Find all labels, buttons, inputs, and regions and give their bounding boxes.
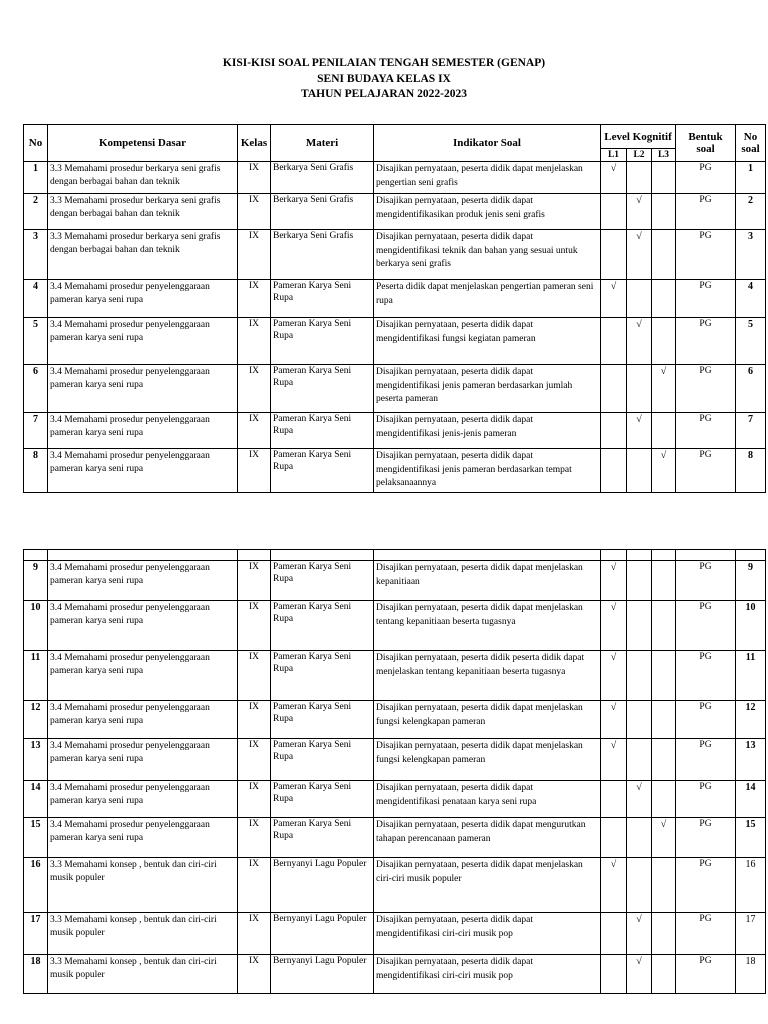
cell-level-2 [627, 601, 652, 651]
kisi-kisi-table-page-2 [23, 549, 766, 994]
table-row [24, 318, 766, 365]
kisi-kisi-table-page-1 [23, 124, 766, 493]
cell-indikator: Peserta didik dapat menjelaskan pengertian pameran seni rupa [374, 280, 601, 318]
header-nosoal: No soal [736, 125, 766, 162]
cell-no: 2 [24, 194, 48, 230]
cell-bentuk: PG [676, 913, 736, 955]
cell-kelas: IX [238, 858, 271, 913]
table-row [24, 781, 766, 818]
cell-kompetensi: 3.4 Memahami prosedur penyelenggaraan pameran karya seni rupa [48, 365, 238, 413]
cell-materi: Pameran Karya Seni Rupa [271, 739, 374, 781]
cell-bentuk: PG [676, 701, 736, 739]
cell-no: 13 [24, 739, 48, 781]
cell-level-3 [652, 318, 676, 365]
header-bentuk: Bentuk soal [676, 125, 736, 162]
cell-materi: Pameran Karya Seni Rupa [271, 781, 374, 818]
cell-level-3 [652, 561, 676, 601]
cell-level-1 [601, 365, 627, 413]
cell-indikator: Disajikan pernyataan, peserta didik dapat mengidentifikasi penataan karya seni rupa [374, 781, 601, 818]
cell-indikator: Disajikan pernyataan, peserta didik dapat mengidentifikasi jenis pameran berdasarkan jumlah peserta pameran [374, 365, 601, 413]
cell-kelas: IX [238, 194, 271, 230]
table-row [24, 955, 766, 994]
cell-level-3 [652, 651, 676, 701]
table-row [24, 449, 766, 493]
cell-level-3 [652, 858, 676, 913]
cell-level-2 [627, 162, 652, 194]
cell-level-2: √ [627, 955, 652, 994]
cell-kelas: IX [238, 280, 271, 318]
cell-kompetensi: 3.3 Memahami konsep , bentuk dan ciri-ciri musik populer [48, 858, 238, 913]
cell-bentuk: PG [676, 818, 736, 858]
cell-nosoal: 1 [736, 162, 766, 194]
cell-level-1: √ [601, 858, 627, 913]
cell-kompetensi: 3.3 Memahami prosedur berkarya seni grafis dengan berbagai bahan dan teknik [48, 230, 238, 280]
cell-indikator: Disajikan pernyataan, peserta didik dapat menjelaskan tentang kepanitiaan beserta tugasnya [374, 601, 601, 651]
cell-nosoal: 15 [736, 818, 766, 858]
cell-materi: Pameran Karya Seni Rupa [271, 601, 374, 651]
cell-materi: Pameran Karya Seni Rupa [271, 318, 374, 365]
cell-kelas: IX [238, 651, 271, 701]
table-row [24, 561, 766, 601]
cell-level-1 [601, 194, 627, 230]
cell-kompetensi: 3.3 Memahami konsep , bentuk dan ciri-ciri musik populer [48, 913, 238, 955]
cell-bentuk: PG [676, 318, 736, 365]
cell-indikator: Disajikan pernyataan, peserta didik dapat menjelaskan fungsi kelengkapan pameran [374, 739, 601, 781]
cell-bentuk: PG [676, 858, 736, 913]
cell-kompetensi: 3.3 Memahami prosedur berkarya seni grafis dengan berbagai bahan dan teknik [48, 194, 238, 230]
cell-no: 12 [24, 701, 48, 739]
cell-indikator: Disajikan pernyataan, peserta didik dapat menjelaskan kepanitiaan [374, 561, 601, 601]
table-row [24, 365, 766, 413]
table-row [24, 818, 766, 858]
cell-level-3: √ [652, 365, 676, 413]
cell-indikator: Disajikan pernyataan, peserta didik dapat mengidentifikasi jenis-jenis pameran [374, 413, 601, 449]
cell-kompetensi: 3.4 Memahami prosedur penyelenggaraan pameran karya seni rupa [48, 781, 238, 818]
cell-level-1: √ [601, 280, 627, 318]
cell-materi: Pameran Karya Seni Rupa [271, 561, 374, 601]
cell-kompetensi: 3.4 Memahami prosedur penyelenggaraan pameran karya seni rupa [48, 561, 238, 601]
cell-kompetensi: 3.3 Memahami konsep , bentuk dan ciri-ciri musik populer [48, 955, 238, 994]
cell-level-1 [601, 913, 627, 955]
cell-nosoal: 13 [736, 739, 766, 781]
cell-nosoal: 2 [736, 194, 766, 230]
cell-kelas: IX [238, 701, 271, 739]
header-l2: L2 [627, 149, 652, 162]
cell-kompetensi: 3.4 Memahami prosedur penyelenggaraan pameran karya seni rupa [48, 739, 238, 781]
cell-level-2: √ [627, 194, 652, 230]
cell-kompetensi: 3.4 Memahami prosedur penyelenggaraan pameran karya seni rupa [48, 449, 238, 493]
table-row [24, 601, 766, 651]
cell-bentuk: PG [676, 194, 736, 230]
table-row [24, 913, 766, 955]
header-kelas: Kelas [238, 125, 271, 162]
header-no: No [24, 125, 48, 162]
cell-kompetensi: 3.4 Memahami prosedur penyelenggaraan pameran karya seni rupa [48, 651, 238, 701]
header-l3: L3 [652, 149, 676, 162]
table-row [24, 858, 766, 913]
cell-nosoal: 16 [736, 858, 766, 913]
cell-kompetensi: 3.4 Memahami prosedur penyelenggaraan pameran karya seni rupa [48, 318, 238, 365]
cell-bentuk: PG [676, 449, 736, 493]
cell-no: 1 [24, 162, 48, 194]
cell-kelas: IX [238, 781, 271, 818]
cell-level-1 [601, 413, 627, 449]
header-materi: Materi [271, 125, 374, 162]
cell-nosoal: 5 [736, 318, 766, 365]
cell-materi: Bernyanyi Lagu Populer [271, 858, 374, 913]
cell-nosoal: 9 [736, 561, 766, 601]
cell-kelas: IX [238, 449, 271, 493]
cell-level-2: √ [627, 913, 652, 955]
cell-indikator: Disajikan pernyataan, peserta didik peserta didik dapat menjelaskan tentang kepanitiaan beserta tugasnya [374, 651, 601, 701]
cell-kompetensi: 3.3 Memahami prosedur berkarya seni grafis dengan berbagai bahan dan teknik [48, 162, 238, 194]
empty-header-row [24, 550, 766, 561]
cell-materi: Berkarya Seni Grafis [271, 194, 374, 230]
cell-level-2 [627, 280, 652, 318]
table-body-page-2 [24, 550, 766, 994]
title-line-1: KISI-KISI SOAL PENILAIAN TENGAH SEMESTER (GENAP) [222, 57, 546, 69]
table-row [24, 651, 766, 701]
cell-kelas: IX [238, 162, 271, 194]
title-line-2: SENI BUDAYA KELAS IX [317, 72, 451, 85]
cell-materi: Pameran Karya Seni Rupa [271, 449, 374, 493]
cell-kelas: IX [238, 413, 271, 449]
cell-level-3 [652, 781, 676, 818]
cell-bentuk: PG [676, 651, 736, 701]
cell-level-1: √ [601, 701, 627, 739]
cell-bentuk: PG [676, 365, 736, 413]
cell-level-3 [652, 230, 676, 280]
cell-kompetensi: 3.4 Memahami prosedur penyelenggaraan pameran karya seni rupa [48, 413, 238, 449]
cell-level-3 [652, 701, 676, 739]
cell-level-2 [627, 858, 652, 913]
cell-bentuk: PG [676, 280, 736, 318]
table-row [24, 413, 766, 449]
cell-level-2: √ [627, 230, 652, 280]
cell-level-3 [652, 913, 676, 955]
cell-level-2 [627, 818, 652, 858]
cell-no: 10 [24, 601, 48, 651]
cell-kelas: IX [238, 318, 271, 365]
cell-nosoal: 18 [736, 955, 766, 994]
cell-bentuk: PG [676, 230, 736, 280]
cell-indikator: Disajikan pernyataan, peserta didik dapat menjelaskan ciri-ciri musik populer [374, 858, 601, 913]
cell-level-1: √ [601, 162, 627, 194]
cell-kelas: IX [238, 365, 271, 413]
cell-kelas: IX [238, 913, 271, 955]
cell-materi: Pameran Karya Seni Rupa [271, 651, 374, 701]
cell-materi: Pameran Karya Seni Rupa [271, 413, 374, 449]
table-row [24, 230, 766, 280]
cell-materi: Pameran Karya Seni Rupa [271, 365, 374, 413]
cell-kelas: IX [238, 739, 271, 781]
cell-level-1 [601, 781, 627, 818]
cell-nosoal: 10 [736, 601, 766, 651]
cell-materi: Bernyanyi Lagu Populer [271, 955, 374, 994]
cell-kelas: IX [238, 230, 271, 280]
cell-kelas: IX [238, 818, 271, 858]
cell-bentuk: PG [676, 601, 736, 651]
cell-materi: Berkarya Seni Grafis [271, 162, 374, 194]
cell-kompetensi: 3.4 Memahami prosedur penyelenggaraan pameran karya seni rupa [48, 818, 238, 858]
cell-indikator: Disajikan pernyataan, peserta didik dapat menjelaskan pengertian seni grafis [374, 162, 601, 194]
cell-materi: Pameran Karya Seni Rupa [271, 701, 374, 739]
cell-level-2 [627, 561, 652, 601]
cell-nosoal: 8 [736, 449, 766, 493]
cell-nosoal: 14 [736, 781, 766, 818]
table-body-page-1 [24, 162, 766, 493]
cell-level-3: √ [652, 818, 676, 858]
cell-level-3 [652, 162, 676, 194]
cell-level-2 [627, 365, 652, 413]
cell-indikator: Disajikan pernyataan, peserta didik dapat mengidentifikasi ciri-ciri musik pop [374, 913, 601, 955]
cell-level-2 [627, 651, 652, 701]
cell-bentuk: PG [676, 781, 736, 818]
cell-no: 4 [24, 280, 48, 318]
header-kompetensi: Kompetensi Dasar [48, 125, 238, 162]
cell-no: 8 [24, 449, 48, 493]
cell-level-3 [652, 601, 676, 651]
cell-bentuk: PG [676, 162, 736, 194]
cell-materi: Berkarya Seni Grafis [271, 230, 374, 280]
cell-bentuk: PG [676, 955, 736, 994]
cell-level-2 [627, 449, 652, 493]
cell-indikator: Disajikan pernyataan, peserta didik dapat menjelaskan fungsi kelengkapan pameran [374, 701, 601, 739]
cell-kompetensi: 3.4 Memahami prosedur penyelenggaraan pameran karya seni rupa [48, 601, 238, 651]
cell-level-2 [627, 701, 652, 739]
cell-level-2 [627, 739, 652, 781]
cell-level-1 [601, 955, 627, 994]
cell-nosoal: 3 [736, 230, 766, 280]
cell-level-1: √ [601, 651, 627, 701]
cell-kompetensi: 3.4 Memahami prosedur penyelenggaraan pameran karya seni rupa [48, 701, 238, 739]
cell-materi: Pameran Karya Seni Rupa [271, 818, 374, 858]
cell-no: 18 [24, 955, 48, 994]
cell-indikator: Disajikan pernyataan, peserta didik dapat mengidentifikasi teknik dan bahan yang sesuai untuk berkarya seni grafis [374, 230, 601, 280]
cell-indikator: Disajikan pernyataan, peserta didik dapat mengidentifikasikan produk jenis seni grafis [374, 194, 601, 230]
cell-materi: Bernyanyi Lagu Populer [271, 913, 374, 955]
cell-kelas: IX [238, 561, 271, 601]
header-row [24, 125, 766, 149]
cell-nosoal: 12 [736, 701, 766, 739]
cell-level-2: √ [627, 413, 652, 449]
cell-indikator: Disajikan pernyataan, peserta didik dapat mengidentifikasi jenis pameran berdasarkan tempat pelaksanaannya [374, 449, 601, 493]
cell-level-2: √ [627, 318, 652, 365]
cell-level-1 [601, 818, 627, 858]
cell-nosoal: 4 [736, 280, 766, 318]
cell-level-2: √ [627, 781, 652, 818]
cell-no: 15 [24, 818, 48, 858]
table-row [24, 701, 766, 739]
document-title [0, 56, 768, 103]
cell-nosoal: 6 [736, 365, 766, 413]
title-line-3: TAHUN PELAJARAN 2022-2023 [301, 88, 467, 100]
cell-no: 6 [24, 365, 48, 413]
cell-level-3: √ [652, 449, 676, 493]
cell-no: 7 [24, 413, 48, 449]
cell-level-3 [652, 280, 676, 318]
cell-level-1 [601, 449, 627, 493]
cell-level-3 [652, 194, 676, 230]
cell-no: 5 [24, 318, 48, 365]
cell-indikator: Disajikan pernyataan, peserta didik dapat mengidentifikasi fungsi kegiatan pameran [374, 318, 601, 365]
cell-level-1: √ [601, 561, 627, 601]
table-row [24, 162, 766, 194]
header-l1: L1 [601, 149, 627, 162]
cell-kompetensi: 3.4 Memahami prosedur penyelenggaraan pameran karya seni rupa [48, 280, 238, 318]
cell-kelas: IX [238, 955, 271, 994]
cell-no: 9 [24, 561, 48, 601]
cell-bentuk: PG [676, 561, 736, 601]
cell-level-1: √ [601, 739, 627, 781]
cell-no: 16 [24, 858, 48, 913]
cell-nosoal: 11 [736, 651, 766, 701]
cell-level-1: √ [601, 601, 627, 651]
cell-no: 11 [24, 651, 48, 701]
cell-level-3 [652, 413, 676, 449]
cell-level-3 [652, 739, 676, 781]
cell-materi: Pameran Karya Seni Rupa [271, 280, 374, 318]
cell-no: 17 [24, 913, 48, 955]
cell-level-1 [601, 230, 627, 280]
header-indikator: Indikator Soal [374, 125, 601, 162]
cell-kelas: IX [238, 601, 271, 651]
cell-indikator: Disajikan pernyataan, peserta didik dapat mengurutkan tahapan perencanaan pameran [374, 818, 601, 858]
table-row [24, 739, 766, 781]
cell-no: 14 [24, 781, 48, 818]
cell-nosoal: 7 [736, 413, 766, 449]
cell-no: 3 [24, 230, 48, 280]
cell-level-3 [652, 955, 676, 994]
header-level: Level Kognitif [601, 125, 676, 149]
cell-nosoal: 17 [736, 913, 766, 955]
cell-indikator: Disajikan pernyataan, peserta didik dapat mengidentifikasi ciri-ciri musik pop [374, 955, 601, 994]
cell-level-1 [601, 318, 627, 365]
cell-bentuk: PG [676, 739, 736, 781]
table-row [24, 280, 766, 318]
table-row [24, 194, 766, 230]
cell-bentuk: PG [676, 413, 736, 449]
